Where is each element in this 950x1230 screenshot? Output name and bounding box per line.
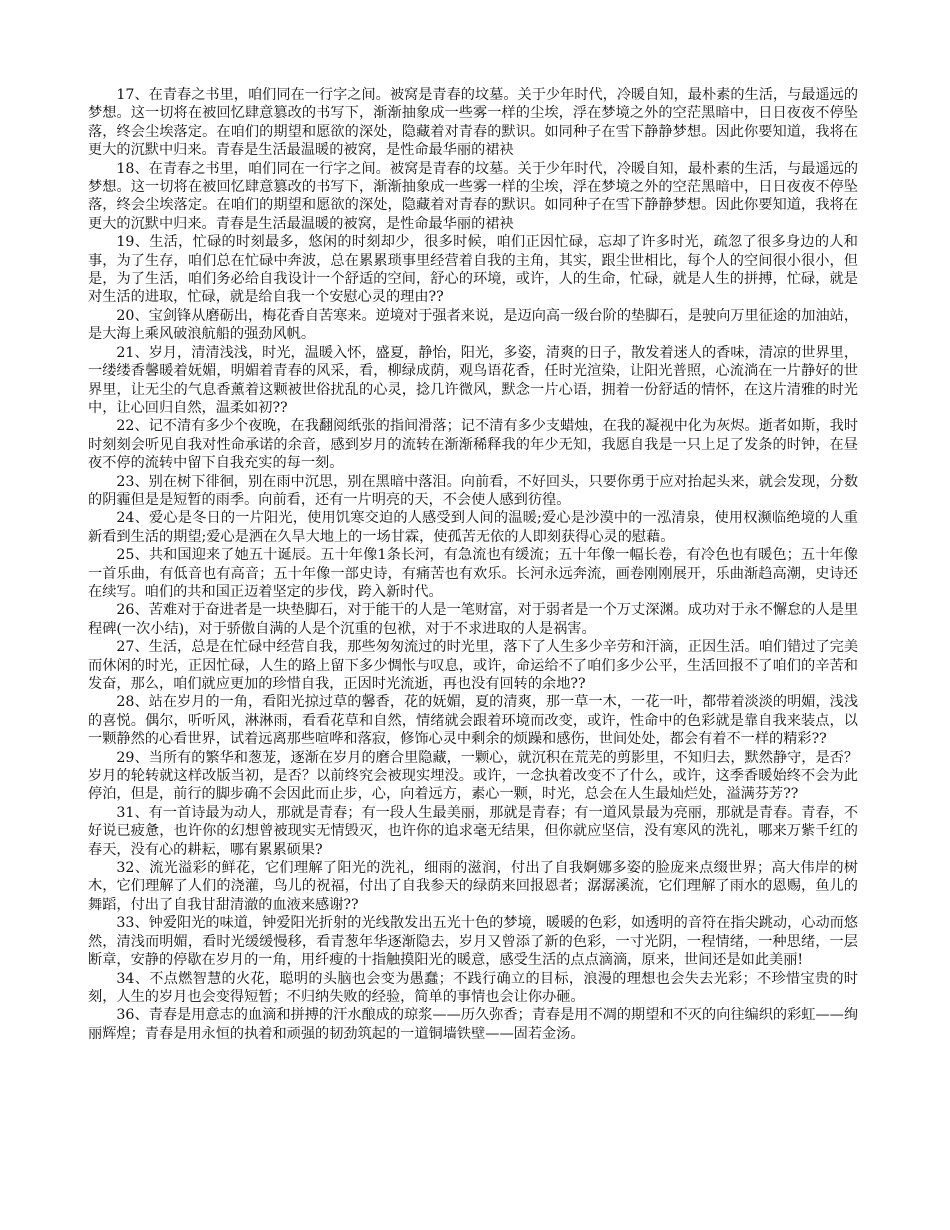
paragraph-31: 31、有一首诗最为动人，那就是青春；有一段人生最美丽，那就是青春；有一道风景最为亮丽，那就是青春。青春，不好说已疲惫，也许你的幻想曾被现实无情毁灭，也许你的追求毫无结果，但你就应坚信，没有寒风的洗礼，哪来万紫千红的春天，没有心的耕耘，哪有累累硕果? (88, 804, 859, 858)
document-body (88, 86, 858, 1043)
paragraph-32: 32、流光溢彩的鲜花，它们理解了阳光的洗礼，细雨的滋润，付出了自我婀娜多姿的脸庞来点缀世界；高大伟岸的树木，它们理解了人们的浇灌，鸟儿的祝福，付出了自我参天的绿荫来回报恩者；潺潺溪流，它们理解了雨水的恩赐，鱼儿的舞蹈，付出了自我甘甜清澈的血液来感谢?? (88, 860, 858, 913)
paragraph-27: 27、生活，总是在忙碌中经营自我，那些匆匆流过的时光里，落下了人生多少辛劳和汗滴，正因生活。咱们错过了完美而休闲的时光，正因忙碌，人生的路上留下多少惆怅与叹息，或许，命运给不了咱们多少公平，生活回报不了咱们的辛苦和发奋，那么，咱们就应更加的珍惜自我，正因时光流逝，再也没有回转的余地?? (88, 639, 859, 692)
paragraph-28: 28、站在岁月的一角，看阳光掠过草的馨香，花的妩媚，夏的清爽，那一草一木，一花一叶，都带着淡淡的明媚，浅浅的喜悦。偶尔，听听风，淋淋雨，看看花草和自然，情绪就会跟着环境而改变，或许，性命中的色彩就是靠自我来装点，以一颗静然的心看世界，试着远离那些喧哗和落寂，修饰心灵中剩余的烦躁和感伤，世间处处，都会有着不一样的精彩?? (88, 694, 859, 748)
paragraph-29: 29、当所有的繁华和葱茏，逐渐在岁月的磨合里隐藏，一颗心，就沉积在荒芜的剪影里，不知归去，默然静守，是否？岁月的轮转就这样改版当初，是否？以前终究会被现实埋没。或许，一念执着改变不了什么，或许，这季香暖始终不会为此停泊，但是，前行的脚步确不会因此而止步，心，向着远方，素心一颗，时光，总会在人生最灿烂处，溢满芬芳?? (88, 749, 859, 803)
paragraph-21: 21、岁月，清清浅浅，时光，温暖入怀，盛夏，静怡，阳光，多姿，清爽的日子，散发着迷人的香味，清凉的世界里，一缕缕香馨暖着妩媚，明媚着青春的风采，看，柳绿成荫，观鸟语花香，任时光渲染，让阳光普照，心流淌在一片静好的世界里，让无尘的气息香薰着这颗被世俗扰乱的心灵，捻几许微风，默念一片心语，拥着一份舒适的情怀，在这片清雅的时光中，让心回归自然，温柔如初?? (88, 344, 859, 416)
paragraph-19: 19、生活，忙碌的时刻最多，悠闲的时刻却少，很多时候，咱们正因忙碌，忘却了许多时光，疏忽了很多身边的人和事，为了生存，咱们总在忙碌中奔波，总在累累琐事里经营着自我的主角，其实，跟尘世相比，每个人的空间很小很小，但是，为了生活，咱们务必给自我设计一个舒适的空间，舒心的环境，或许，人的生命，忙碌，就是人生的拼搏，忙碌，就是对生活的进取，忙碌，就是给自我一个安慰心灵的理由?? (88, 234, 858, 306)
paragraph-36: 36、青春是用意志的血滴和拼搏的汗水酿成的琼浆——历久弥香；青春是用不凋的期望和不灭的向往编织的彩虹——绚丽辉煌；青春是用永恒的执着和顽强的韧劲筑起的一道铜墙铁壁——固若金汤。 (88, 1007, 859, 1042)
paragraph-26: 26、苦难对于奋进者是一块垫脚石，对于能干的人是一笔财富，对于弱者是一个万丈深渊。成功对于永不懈怠的人是里程碑(一次小结)，对于骄傲自满的人是个沉重的包袱，对于不求进取的人是祸害。 (88, 602, 859, 637)
paragraph-18: 18、在青春之书里，咱们同在一行字之间。被窝是青春的坟墓。关于少年时代，冷暖自知，最朴素的生活，与最遥远的梦想。这一切将在被回忆肆意篡改的书写下，渐渐抽象成一些雾一样的尘埃，浮在梦境之外的空茫黑暗中，日日夜夜不停坠落，终会尘埃落定。在咱们的期望和愿欲的深处，隐藏着对青春的默识。如同种子在雪下静静梦想。因此你要知道，我将在更大的沉默中归来。青春是生活最温暖的被窝，是性命最华丽的裙袂 (88, 160, 859, 232)
paragraph-20: 20、宝剑锋从磨砺出，梅花香自苦寒来。逆境对于强者来说，是迈向高一级台阶的垫脚石，是驶向万里征途的加油站，是大海上乘风破浪航船的强劲风帆。 (88, 307, 859, 343)
paragraph-22: 22、记不清有多少个夜晚，在我翻阅纸张的指间滑落；记不清有多少支蜡烛，在我的凝视中化为灰烬。逝者如斯，我时时刻刻会听见自我对性命承诺的余音，感到岁月的流转在渐渐稀释我的年少无知，我愿自我是一只上足了发条的时钟，在昼夜不停的流转中留下自我充实的每一刻。 (88, 418, 859, 472)
paragraph-17: 17、在青春之书里，咱们同在一行字之间。被窝是青春的坟墓。关于少年时代，冷暖自知，最朴素的生活，与最遥远的梦想。这一切将在被回忆肆意篡改的书写下，渐渐抽象成一些雾一样的尘埃，浮在梦境之外的空茫黑暗中，日日夜夜不停坠落，终会尘埃落定。在咱们的期望和愿欲的深处，隐藏着对青春的默识。如同种子在雪下静静梦想。因此你要知道，我将在更大的沉默中归来。青春是生活最温暖的被窝，是性命最华丽的裙袂 (88, 87, 859, 159)
paragraph-34: 34、不点燃智慧的火花，聪明的头脑也会变为愚蠢；不践行确立的目标，浪漫的理想也会失去光彩；不珍惜宝贵的时刻，人生的岁月也会变得短暂；不归纳失败的经验，简单的事情也会让你办砸。 (88, 970, 858, 1005)
paragraph-24: 24、爱心是冬日的一片阳光，使用饥寒交迫的人感受到人间的温暖;爱心是沙漠中的一泓清泉，使用权濒临绝境的人重新看到生活的期望;爱心是洒在久旱大地上的一场甘霖，使孤苦无依的人即刻获得心灵的慰藉。 (88, 510, 858, 545)
paragraph-23: 23、别在树下徘徊，别在雨中沉思，别在黑暗中落泪。向前看，不好回头，只要你勇于应对抬起头来，就会发现，分数的阴霾但是是短暂的雨季。向前看，还有一片明亮的天，不会使人感到彷徨。 (88, 473, 859, 508)
paragraph-33: 33、钟爱阳光的味道，钟爱阳光折射的光线散发出五光十色的梦境，暖暖的色彩，如透明的音符在指尖跳动，心动而悠然，清浅而明媚，看时光缓缓慢移，看青葱年华逐渐隐去，岁月又曾添了新的色彩，一寸光阴，一程情绪，一种思绪，一层断章，安静的停歇在岁月的一角，用纤瘦的十指触摸阳光的暖意，感受生活的点点滴滴，原来，世间还是如此美丽! (88, 915, 859, 969)
paragraph-25: 25、共和国迎来了她五十诞辰。五十年像1条长河，有急流也有缓流；五十年像一幅长卷，有冷色也有暖色；五十年像一首乐曲，有低音也有高音；五十年像一部史诗，有痛苦也有欢乐。长河永远奔流，画卷刚刚展开，乐曲渐趋高潮，史诗还在续写。咱们的共和国正迈着坚定的步伐，跨入新时代。 (88, 547, 858, 600)
